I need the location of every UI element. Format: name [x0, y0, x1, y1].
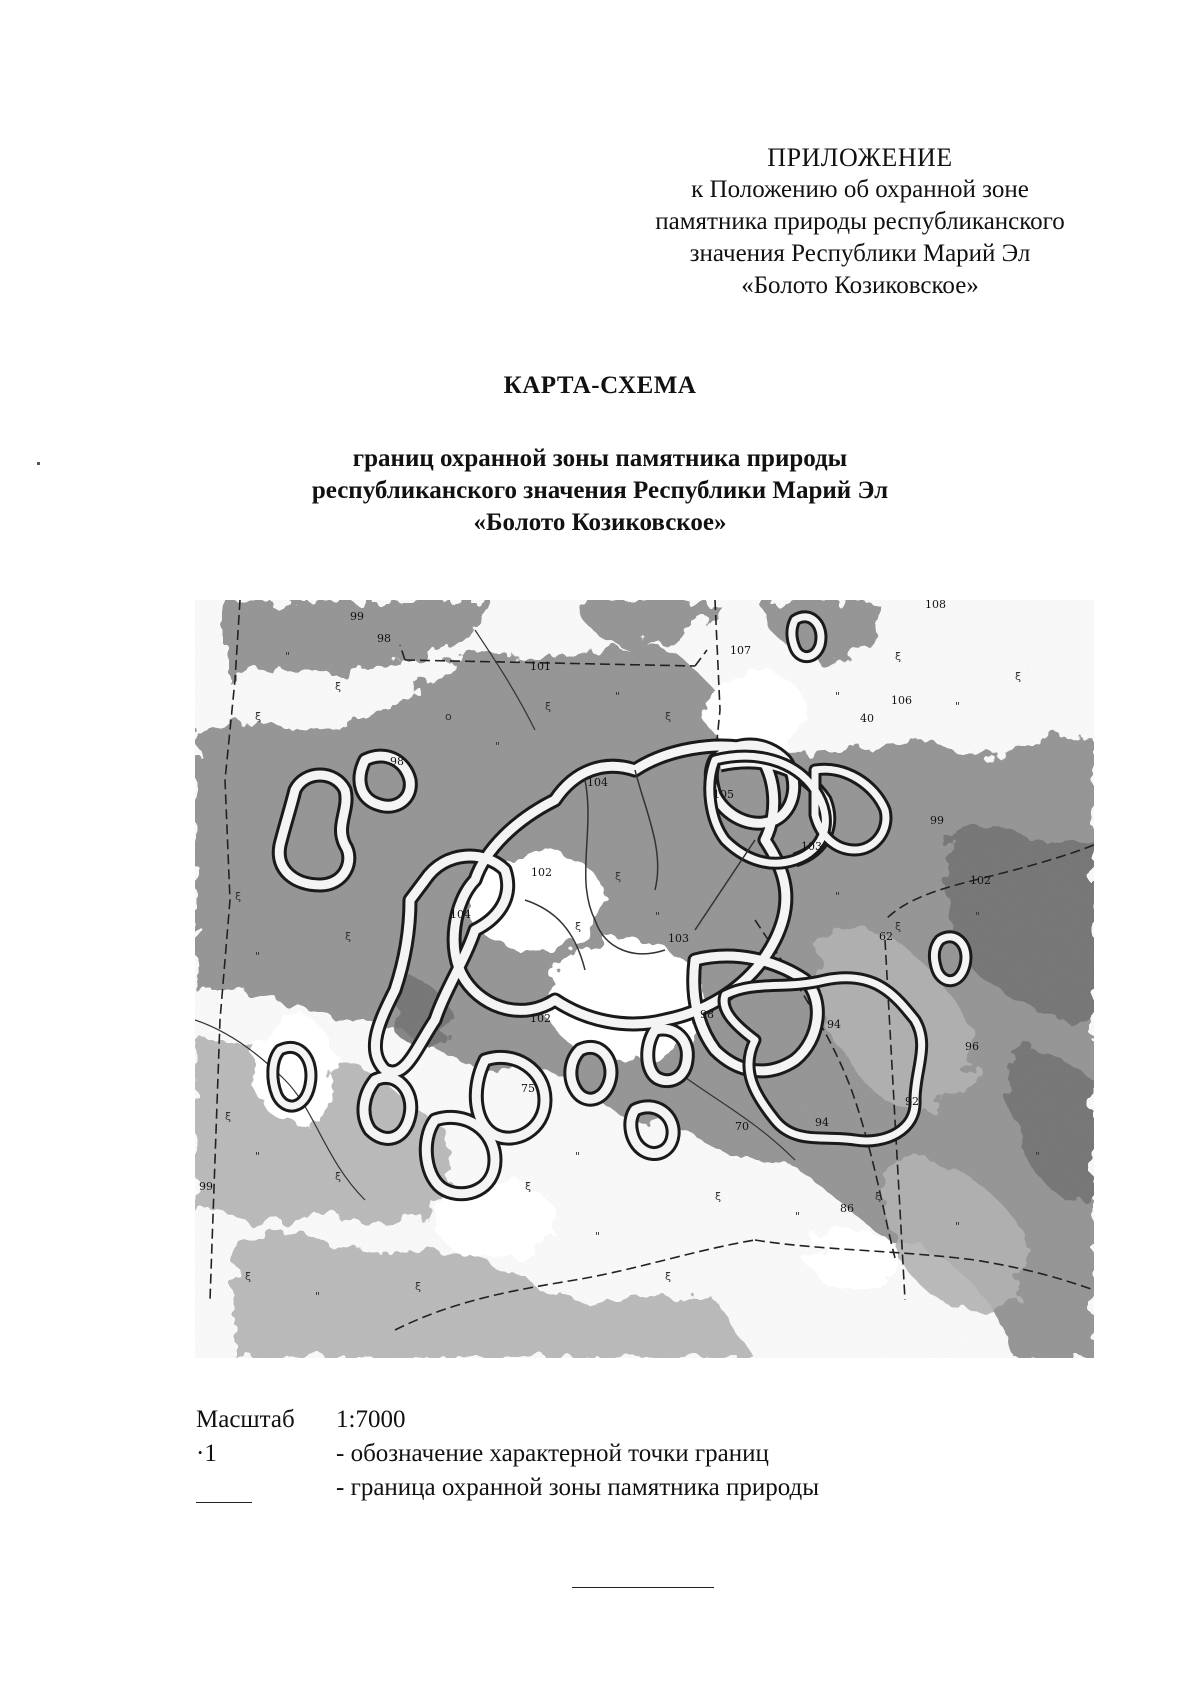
svg-text:": ": [255, 1150, 261, 1163]
svg-text:": ": [955, 700, 961, 713]
map-label: 107: [730, 644, 751, 657]
map-label: 102: [530, 1012, 551, 1025]
map-label: 62: [879, 930, 893, 943]
map-label: 102: [531, 866, 552, 879]
map-label: 92: [905, 1095, 919, 1108]
boundary-map: [195, 600, 1094, 1358]
svg-text:": ": [835, 890, 841, 903]
svg-text:ξ: ξ: [245, 1270, 252, 1283]
svg-text:": ": [285, 650, 291, 663]
map-label: 86: [840, 1202, 854, 1215]
svg-text:ξ: ξ: [575, 920, 582, 933]
map-label: 75: [521, 1082, 535, 1095]
svg-text:": ": [615, 690, 621, 703]
map-label: 105: [713, 788, 734, 801]
appendix-line: к Положению об охранной зоне: [691, 176, 1029, 203]
svg-text:ξ: ξ: [615, 870, 622, 883]
svg-text:ξ: ξ: [255, 710, 262, 723]
map-label: 99: [350, 610, 364, 623]
svg-text:ξ: ξ: [715, 1190, 722, 1203]
svg-text:": ": [835, 690, 841, 703]
svg-text:": ": [655, 910, 661, 923]
svg-text:ξ: ξ: [235, 890, 242, 903]
svg-text:ξ: ξ: [875, 1190, 882, 1203]
subtitle-line: границ охранной зоны памятника природы: [352, 445, 848, 472]
svg-text:ξ: ξ: [665, 1270, 672, 1283]
map-label: 98: [700, 1008, 714, 1021]
boundary-line-description: - граница охранной зоны памятника природы: [336, 1474, 820, 1501]
svg-text:ξ: ξ: [1015, 670, 1022, 683]
appendix-block: [600, 142, 1120, 302]
svg-text:ξ: ξ: [895, 650, 902, 663]
map-label: 96: [965, 1040, 979, 1053]
svg-text:": ": [255, 950, 261, 963]
svg-text:ξ: ξ: [895, 920, 902, 933]
svg-text:ξ: ξ: [415, 1280, 422, 1293]
boundary-line-symbol: [196, 1502, 252, 1503]
svg-text:": ": [495, 740, 501, 753]
svg-text:ξ: ξ: [545, 700, 552, 713]
svg-text:": ": [955, 1220, 961, 1233]
appendix-line: значения Республики Марий Эл: [689, 240, 1031, 267]
svg-text:ξ: ξ: [345, 930, 352, 943]
svg-text:ξ: ξ: [225, 1110, 232, 1123]
map-label: 94: [815, 1116, 829, 1129]
map-label: 102: [970, 874, 991, 887]
legend-point-row: [196, 1438, 916, 1472]
map-label: 99: [199, 1180, 213, 1193]
svg-text:": ": [575, 1150, 581, 1163]
map-label: 103: [668, 932, 689, 945]
svg-text:ο: ο: [445, 710, 452, 723]
svg-text:ξ: ξ: [525, 1180, 532, 1193]
svg-text:": ": [975, 910, 981, 923]
svg-text:ξ: ξ: [665, 710, 672, 723]
map-label: 94: [827, 1018, 841, 1031]
appendix-line: «Болото Козиковское»: [741, 272, 979, 299]
appendix-heading: ПРИЛОЖЕНИЕ: [767, 143, 953, 172]
scale-value: 1:7000: [336, 1406, 406, 1433]
legend-scale-row: [196, 1404, 916, 1438]
scale-label: Масштаб: [196, 1406, 295, 1433]
boundary-point-symbol: ·1: [196, 1440, 217, 1467]
footer-rule: [572, 1587, 714, 1588]
document-title: КАРТА-СХЕМА: [503, 372, 697, 399]
map-label: 40: [860, 712, 874, 725]
map-label: 103: [801, 840, 822, 853]
svg-text:": ": [595, 1230, 601, 1243]
svg-text:ξ: ξ: [335, 680, 342, 693]
svg-text:ξ: ξ: [335, 1170, 342, 1183]
map-label: 101: [530, 660, 551, 673]
document-subtitle: [200, 443, 1000, 539]
appendix-line: памятника природы республиканского: [655, 208, 1065, 235]
map-label: 108: [925, 600, 946, 611]
subtitle-line: республиканского значения Республики Марий Эл: [311, 477, 889, 504]
map-label: 104: [587, 776, 608, 789]
subtitle-line: «Болото Козиковское»: [473, 509, 727, 536]
map-label: 104: [450, 908, 471, 921]
legend-line-row: [196, 1472, 916, 1506]
svg-text:": ": [795, 1210, 801, 1223]
map-label: 98: [390, 755, 404, 768]
map-label: 70: [735, 1120, 749, 1133]
scan-speck: [37, 462, 40, 465]
map-label: 98: [377, 632, 391, 645]
svg-text:": ": [1035, 1150, 1041, 1163]
map-label: 99: [930, 814, 944, 827]
boundary-point-description: - обозначение характерной точки границ: [336, 1440, 769, 1467]
svg-text:": ": [315, 1290, 321, 1303]
map-label: 106: [891, 694, 912, 707]
map-legend: [196, 1404, 916, 1506]
